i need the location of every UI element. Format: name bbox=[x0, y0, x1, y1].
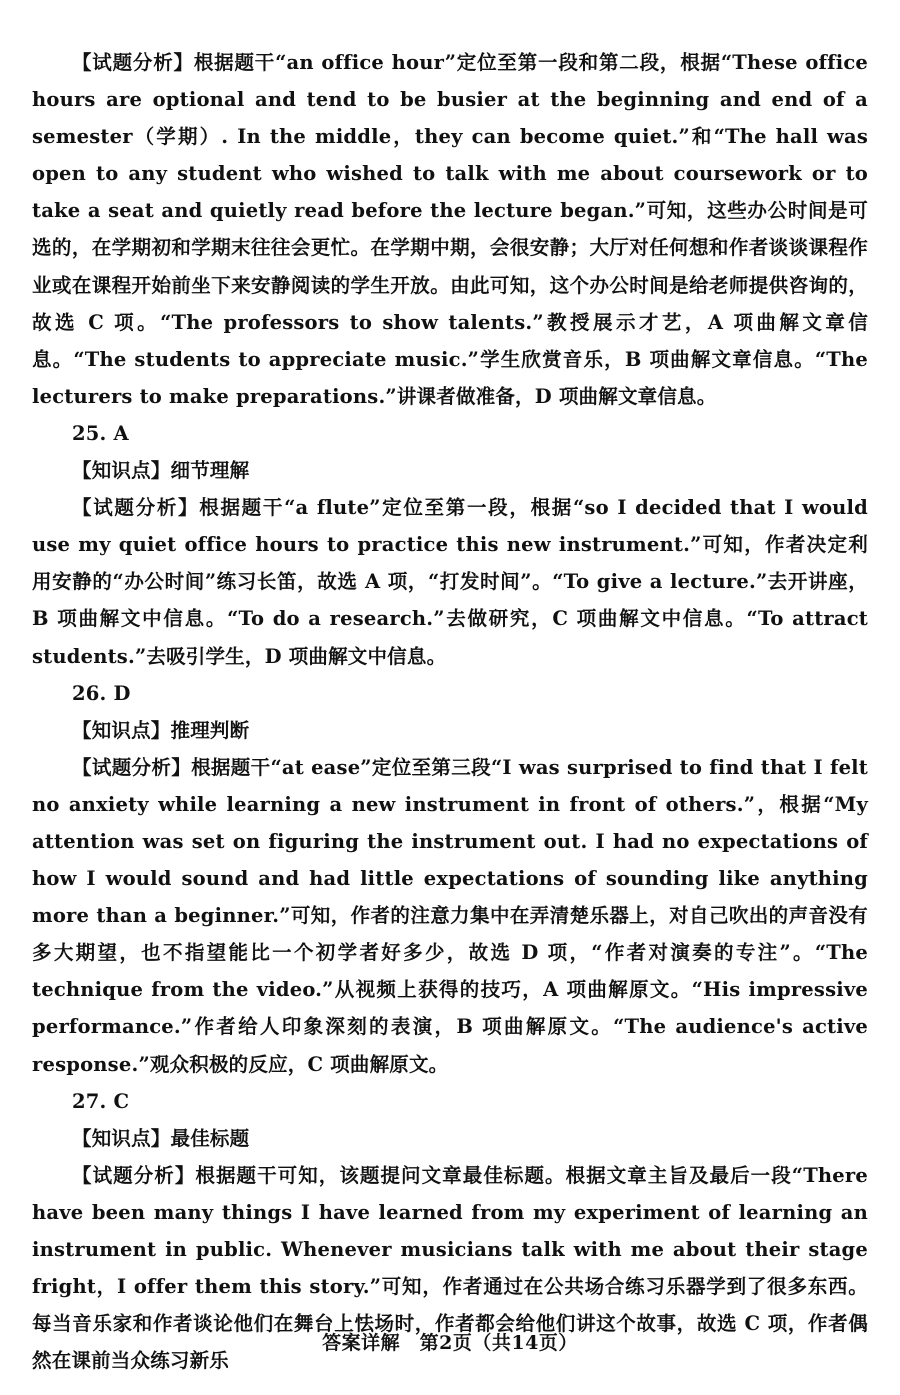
knowledge-point-25: 【知识点】细节理解 bbox=[72, 459, 250, 483]
question-answer-25: 25. A bbox=[72, 421, 129, 445]
question-answer-27: 27. C bbox=[72, 1089, 130, 1113]
analysis-paragraph-26: 【试题分析】根据题干“at ease”定位至第三段“I was surprised to find that I felt no anxiety while learning a new instrument in front of others.”，根据“My attention was set on figuring the instrument out. I had no expectations of how I would sound and had little expectations of sounding like anything more than a beginner.”可知，作者的注意力集中在弄清楚乐器上，对自己吹出的声音没有多大期望，也不指望能比一个初学者好多少，故选 D 项，“作者对演奏的专注”。“The technique from the video.”从视频上获得的技巧，A 项曲解原文。“His impressive performance.”作者给人印象深刻的表演，B 项曲解原文。“The audience's active response.”观众积极的反应，C 项曲解原文。 bbox=[32, 755, 868, 1076]
analysis-paragraph-24: 【试题分析】根据题干“an office hour”定位至第一段和第二段，根据“These office hours are optional and tend to be busier at the beginning and end of a semester（学期）. In the middle，they can become quiet.”和“The hall was open to any student who wished to talk with me about coursework or to take a seat and quietly read before the lecture began.”可知，这些办公时间是可选的，在学期初和学期末往往会更忙。在学期中期，会很安静；大厅对任何想和作者谈谈课程作业或在课程开始前坐下来安静阅读的学生开放。由此可知，这个办公时间是给老师提供咨询的，故选 C 项。“The professors to show talents.”教授展示才艺，A 项曲解文章信息。“The students to appreciate music.”学生欣赏音乐，B 项曲解文章信息。“The lecturers to make preparations.”讲课者做准备，D 项曲解文章信息。 bbox=[32, 51, 868, 408]
answer-content bbox=[32, 44, 868, 1379]
analysis-paragraph-27: 【试题分析】根据题干可知，该题提问文章最佳标题。根据文章主旨及最后一段“There have been many things I have learned from my experiment of learning an instrument in public. Whenever musicians talk with me about their stage fright，I offer them this story.”可知，作者通过在公共场合练习乐器学到了很多东西。每当音乐家和作者谈论他们在舞台上怯场时，作者都会给他们讲这个故事，故选 C 项，作者偶然在课前当众练习新乐 bbox=[32, 1163, 868, 1373]
knowledge-point-27: 【知识点】最佳标题 bbox=[72, 1126, 250, 1150]
question-answer-26: 26. D bbox=[72, 681, 131, 705]
page-footer: 答案详解 第2页（共14页） bbox=[322, 1332, 578, 1354]
analysis-paragraph-25: 【试题分析】根据题干“a flute”定位至第一段，根据“so I decided that I would use my quiet office hours to practice this new instrument.”可知，作者决定利用安静的“办公时间”练习长笛，故选 A 项，“打发时间”。“To give a lecture.”去开讲座，B 项曲解文中信息。“To do a research.”去做研究，C 项曲解文中信息。“To attract students.”去吸引学生，D 项曲解文中信息。 bbox=[32, 496, 868, 668]
knowledge-point-26: 【知识点】推理判断 bbox=[72, 718, 250, 742]
